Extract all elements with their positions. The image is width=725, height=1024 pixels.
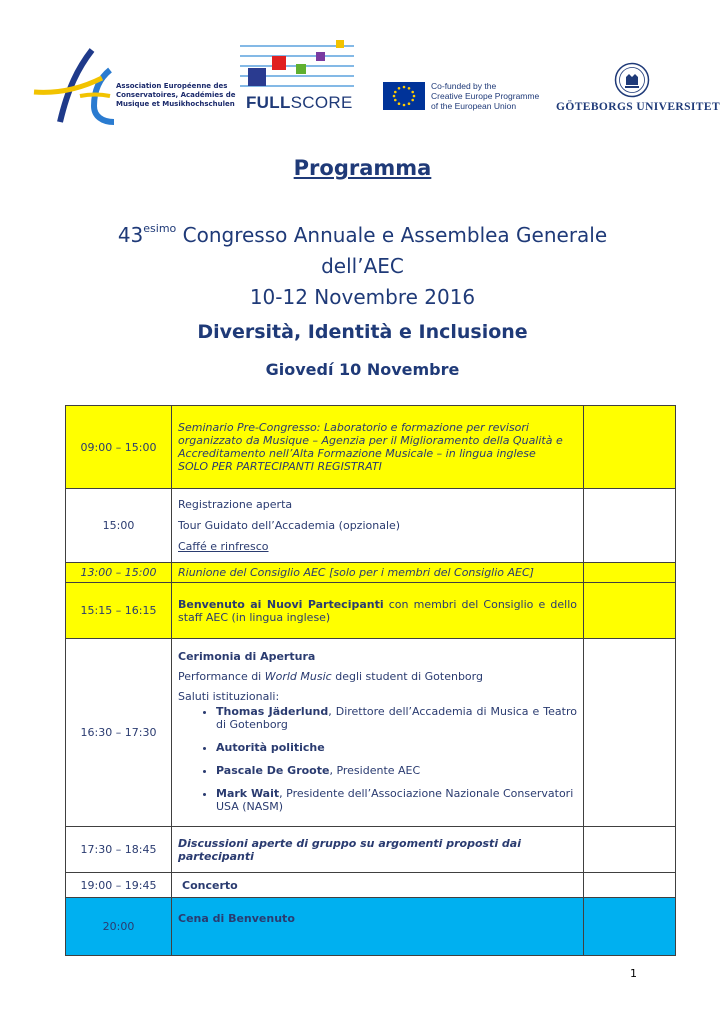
congress-line-2: dell’AEC xyxy=(321,254,404,278)
event-item: Caffé e rinfresco xyxy=(178,540,269,553)
schedule-row xyxy=(66,583,676,639)
time-cell: 13:00 – 15:00 xyxy=(66,563,172,583)
aec-logo-text xyxy=(116,82,235,109)
congress-superscript: esimo xyxy=(143,222,177,235)
speaker-role: , Direttore dell’Accademia di Musica e Teatro di Gotenborg xyxy=(216,705,577,731)
fullscore-bold: FULL xyxy=(246,93,291,112)
speaker-item xyxy=(216,705,577,731)
event-item: Tour Guidato dell’Accademia (opzionale) xyxy=(178,519,401,532)
schedule-row xyxy=(66,563,676,583)
speaker-list xyxy=(178,705,577,813)
schedule-row xyxy=(66,873,676,898)
notes-cell xyxy=(584,583,676,639)
congress-dates: 10-12 Novembre 2016 xyxy=(249,285,476,309)
speaker-name: Thomas Jäderlund xyxy=(216,705,329,718)
event-cell: Cena di Benvenuto xyxy=(172,898,584,956)
schedule-row xyxy=(66,406,676,489)
registration-note: SOLO PER PARTECIPANTI REGISTRATI xyxy=(178,460,382,473)
time-cell: 20:00 xyxy=(66,898,172,956)
schedule-row xyxy=(66,489,676,563)
speaker-name: Autorità politiche xyxy=(216,741,325,754)
aec-line: Conservatoires, Académies de xyxy=(116,91,236,99)
congress-number: 43 xyxy=(117,223,144,247)
event-detail: con membri del Consiglio e dello staff AEC (in lingua inglese) xyxy=(178,597,577,624)
perf-post: degli student di Gotenborg xyxy=(331,670,483,683)
fullscore-wordmark xyxy=(246,93,353,113)
notes-cell xyxy=(584,898,676,956)
schedule-table xyxy=(65,405,676,956)
notes-cell xyxy=(584,827,676,873)
event-item: Registrazione aperta xyxy=(178,498,293,511)
event-cell xyxy=(172,583,584,639)
day-heading: Giovedí 10 Novembre xyxy=(265,360,460,379)
speaker-name: Mark Wait xyxy=(216,787,280,800)
congress-theme: Diversità, Identità e Inclusione xyxy=(197,321,528,343)
speaker-name: Pascale De Groote xyxy=(216,764,330,777)
event-cell xyxy=(172,406,584,489)
event-cell: Riunione del Consiglio AEC [solo per i membri del Consiglio AEC] xyxy=(172,563,584,583)
notes-cell xyxy=(584,563,676,583)
schedule-row xyxy=(66,639,676,827)
greetings-label: Saluti istituzionali: xyxy=(178,690,280,703)
time-cell: 19:00 – 19:45 xyxy=(66,873,172,898)
speaker-role: , Presidente AEC xyxy=(329,764,421,777)
eu-line: Co-funded by the xyxy=(431,81,497,91)
aec-line: Musique et Musikhochschulen xyxy=(116,100,235,108)
aec-line: Association Européenne des xyxy=(116,82,228,90)
performance-line xyxy=(178,670,577,683)
notes-cell xyxy=(584,873,676,898)
event-cell: Discussioni aperte di gruppo su argomenti proposti dai partecipanti xyxy=(172,827,584,873)
page-number: 1 xyxy=(630,967,637,980)
time-cell: 17:30 – 18:45 xyxy=(66,827,172,873)
page-title xyxy=(0,156,725,180)
perf-pre: Performance di xyxy=(178,670,265,683)
eu-funding-text xyxy=(431,81,539,111)
time-cell: 15:15 – 16:15 xyxy=(66,583,172,639)
event-cell: Concerto xyxy=(172,873,584,898)
perf-genre: World Music xyxy=(264,670,332,683)
eu-line: of the European Union xyxy=(431,101,517,111)
time-cell: 15:00 xyxy=(66,489,172,563)
congress-title xyxy=(0,213,725,313)
schedule-row xyxy=(66,898,676,956)
speaker-item xyxy=(216,764,577,777)
notes-cell xyxy=(584,489,676,563)
university-seal-icon xyxy=(614,62,650,98)
notes-cell xyxy=(584,406,676,489)
event-cell xyxy=(172,639,584,827)
time-cell: 16:30 – 17:30 xyxy=(66,639,172,827)
eu-flag-icon xyxy=(383,82,425,110)
event-title: Benvenuto ai Nuovi Partecipanti xyxy=(178,597,384,611)
notes-cell xyxy=(584,639,676,827)
fullscore-rest: SCORE xyxy=(290,93,353,112)
congress-line-1 xyxy=(0,213,725,251)
event-cell xyxy=(172,489,584,563)
speaker-item xyxy=(216,741,577,754)
speaker-role: , Presidente dell’Associazione Nazionale Conservatori USA (NASM) xyxy=(216,787,574,813)
event-title: Cerimonia di Apertura xyxy=(178,650,316,663)
schedule-row xyxy=(66,827,676,873)
university-name: GÖTEBORGS UNIVERSITET xyxy=(556,101,721,113)
programma-text: Programma xyxy=(293,156,432,180)
speaker-item xyxy=(216,787,577,813)
eu-line: Creative Europe Programme xyxy=(431,91,540,101)
seminar-description: Seminario Pre-Congresso: Laboratorio e formazione per revisori organizzato da Musique – Agenzia per il Miglioramento della Qualità e Accreditamento nell’Alta Formazione Musicale – in lingua inglese xyxy=(178,421,563,460)
time-cell: 09:00 – 15:00 xyxy=(66,406,172,489)
congress-line-1-rest: Congresso Annuale e Assemblea Generale xyxy=(176,223,608,247)
